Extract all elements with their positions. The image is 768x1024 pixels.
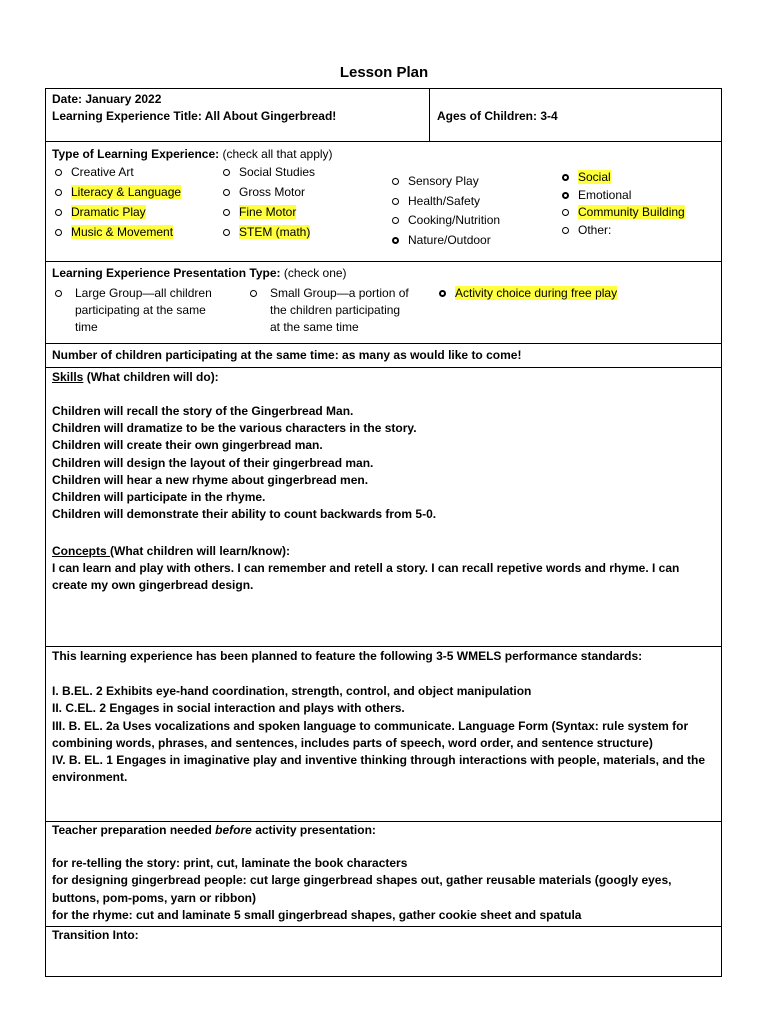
transition-section (45, 926, 722, 977)
small-group-line-3: at the same time (270, 320, 359, 334)
preparation-line: buttons, pom-poms, yarn or ribbon) (52, 890, 256, 905)
large-group-line-3: time (75, 320, 98, 334)
radio-circle-icon[interactable] (439, 290, 446, 297)
skill-item: Children will recall the story of the Gingerbread Man. (52, 404, 354, 418)
standard-line: environment. (52, 770, 128, 785)
checklist-option[interactable] (55, 184, 181, 201)
standards-section (45, 646, 722, 822)
standard-line: I. B.EL. 2 Exhibits eye-hand coordination, strength, control, and object manipulation (52, 684, 532, 698)
small-group-line-2: the children participating (270, 303, 401, 317)
large-group-line-1: Large Group—all children (75, 286, 212, 300)
radio-circle-icon[interactable] (223, 229, 230, 236)
checklist-option-label: Nature/Outdoor (408, 232, 491, 247)
type-heading (52, 146, 333, 163)
checklist-option-label: Social Studies (239, 165, 316, 179)
preparation-line: for re-telling the story: print, cut, laminate the book characters (52, 856, 408, 870)
concepts-heading (52, 543, 290, 560)
checklist-option[interactable] (392, 212, 500, 229)
radio-circle-icon[interactable] (55, 209, 62, 216)
skills-heading-rest: (What children will do): (83, 370, 219, 384)
checklist-option[interactable] (392, 193, 480, 210)
skill-item: Children will participate in the rhyme. (52, 490, 266, 505)
radio-circle-icon[interactable] (562, 192, 569, 199)
standard-line: IV. B. EL. 1 Engages in imaginative play and inventive thinking through interactions with people, materials, and the (52, 753, 706, 768)
option-activity-choice[interactable] (439, 285, 617, 302)
type-section (45, 141, 722, 262)
checklist-option[interactable] (562, 222, 611, 239)
checklist-option-label: Gross Motor (239, 185, 306, 199)
checklist-option[interactable] (223, 164, 315, 181)
checklist-option-label: Social (578, 170, 611, 184)
checklist-option-label: Cooking/Nutrition (408, 213, 501, 227)
participants-row (45, 343, 722, 368)
concepts-heading-rest: (What children will learn/know): (110, 544, 291, 558)
checklist-option[interactable] (223, 184, 305, 201)
preparation-list (52, 855, 671, 924)
concepts-line-1: I can learn and play with others. I can remember and retell a story. I can recall repetive words and rhyme. I can (52, 561, 680, 575)
skill-item: Children will dramatize to be the various characters in the story. (52, 421, 417, 436)
radio-circle-icon[interactable] (55, 169, 62, 176)
checklist-option-label: Creative Art (71, 165, 134, 179)
presentation-heading (52, 265, 347, 282)
checklist-option-label: Dramatic Play (71, 205, 146, 219)
activity-choice-label: Activity choice during free play (455, 286, 618, 300)
checklist-option[interactable] (392, 232, 491, 249)
radio-circle-icon[interactable] (55, 229, 62, 236)
large-group-line-2: participating at the same (75, 303, 206, 317)
preparation-heading (52, 822, 376, 839)
checklist-option[interactable] (392, 173, 479, 190)
standard-line: III. B. EL. 2a Uses vocalizations and spoken language to communicate. Language Form (Syntax: rule system for (52, 718, 689, 733)
concepts-line-2: create my own gingerbread design. (52, 578, 254, 592)
checklist-option-label: Community Building (578, 205, 685, 219)
experience-title-text: Learning Experience Title: All About Gingerbread! (52, 109, 337, 123)
preparation-heading-italic: before (215, 823, 252, 837)
checklist-option[interactable] (562, 204, 685, 221)
checklist-option-label: Other: (578, 222, 612, 237)
radio-circle-icon[interactable] (562, 209, 569, 216)
date-text: Date: January 2022 (52, 92, 162, 106)
concepts-text (52, 560, 679, 594)
concepts-heading-underlined: Concepts (52, 544, 111, 558)
skills-concepts-section (45, 367, 722, 647)
checklist-option-label: Emotional (578, 187, 632, 202)
ages-text: Ages of Children: 3-4 (437, 109, 558, 123)
skills-heading-underlined: Skills (52, 370, 84, 384)
header-row (45, 88, 722, 142)
checklist-option-label: Fine Motor (239, 205, 297, 219)
checklist-option[interactable] (562, 169, 611, 186)
checklist-option[interactable] (55, 224, 173, 241)
standards-list (52, 683, 705, 787)
skill-item: Children will design the layout of their gingerbread man. (52, 455, 374, 470)
checklist-option[interactable] (223, 224, 310, 241)
checklist-option-label: Health/Safety (408, 193, 481, 208)
skills-list (52, 403, 436, 523)
preparation-section (45, 821, 722, 927)
radio-circle-icon[interactable] (562, 174, 569, 181)
radio-circle-icon[interactable] (392, 198, 399, 205)
small-group-line-1: Small Group—a portion of (270, 286, 409, 300)
checklist-option-label: Music & Movement (71, 225, 174, 239)
skills-heading (52, 369, 219, 386)
type-heading-bold: Type of Learning Experience: (52, 147, 220, 161)
preparation-heading-pre: Teacher preparation needed (52, 823, 216, 837)
document-title: Lesson Plan (339, 64, 429, 81)
preparation-line: for the rhyme: cut and laminate 5 small gingerbread shapes, gather cookie sheet and spatula (52, 907, 582, 922)
presentation-section (45, 261, 722, 344)
checklist-option[interactable] (55, 164, 134, 181)
radio-circle-icon[interactable] (562, 227, 569, 234)
radio-circle-icon[interactable] (55, 189, 62, 196)
checklist-option[interactable] (562, 187, 631, 204)
skill-item: Children will demonstrate their ability to count backwards from 5-0. (52, 507, 437, 522)
standard-line: combining words, phrases, and sentences, includes parts of speech, word order, and sentence structure) (52, 735, 653, 750)
participants-text: Number of children participating at the same time: as many as would like to come! (52, 348, 522, 362)
radio-circle-icon[interactable] (223, 189, 230, 196)
checklist-option[interactable] (223, 204, 296, 221)
radio-circle-icon[interactable] (392, 237, 399, 244)
checklist-option-label: Literacy & Language (71, 185, 182, 199)
radio-circle-icon[interactable] (392, 217, 399, 224)
presentation-heading-note: (check one) (280, 266, 347, 280)
transition-heading: Transition Into: (52, 928, 139, 942)
radio-circle-icon[interactable] (392, 178, 399, 185)
preparation-heading-post: activity presentation: (251, 823, 376, 837)
checklist-option[interactable] (55, 204, 146, 221)
checklist-option-label: Sensory Play (408, 174, 479, 188)
radio-circle-icon[interactable] (223, 209, 230, 216)
radio-circle-icon[interactable] (55, 290, 62, 297)
option-small-group[interactable] (250, 285, 409, 336)
presentation-heading-bold: Learning Experience Presentation Type: (52, 266, 281, 280)
standard-line: II. C.EL. 2 Engages in social interaction and plays with others. (52, 701, 405, 716)
radio-circle-icon[interactable] (223, 169, 230, 176)
option-large-group[interactable] (55, 285, 212, 336)
checklist-option-label: STEM (math) (239, 225, 311, 239)
type-heading-note: (check all that apply) (219, 147, 333, 161)
radio-circle-icon[interactable] (250, 290, 257, 297)
preparation-line: for designing gingerbread people: cut large gingerbread shapes out, gather reusable materials (googly eyes, (52, 873, 672, 888)
header-divider (429, 89, 430, 141)
skill-item: Children will hear a new rhyme about gingerbread men. (52, 472, 369, 487)
skill-item: Children will create their own gingerbread man. (52, 438, 323, 453)
standards-intro: This learning experience has been planned to feature the following 3-5 WMELS performance standards: (52, 649, 643, 663)
